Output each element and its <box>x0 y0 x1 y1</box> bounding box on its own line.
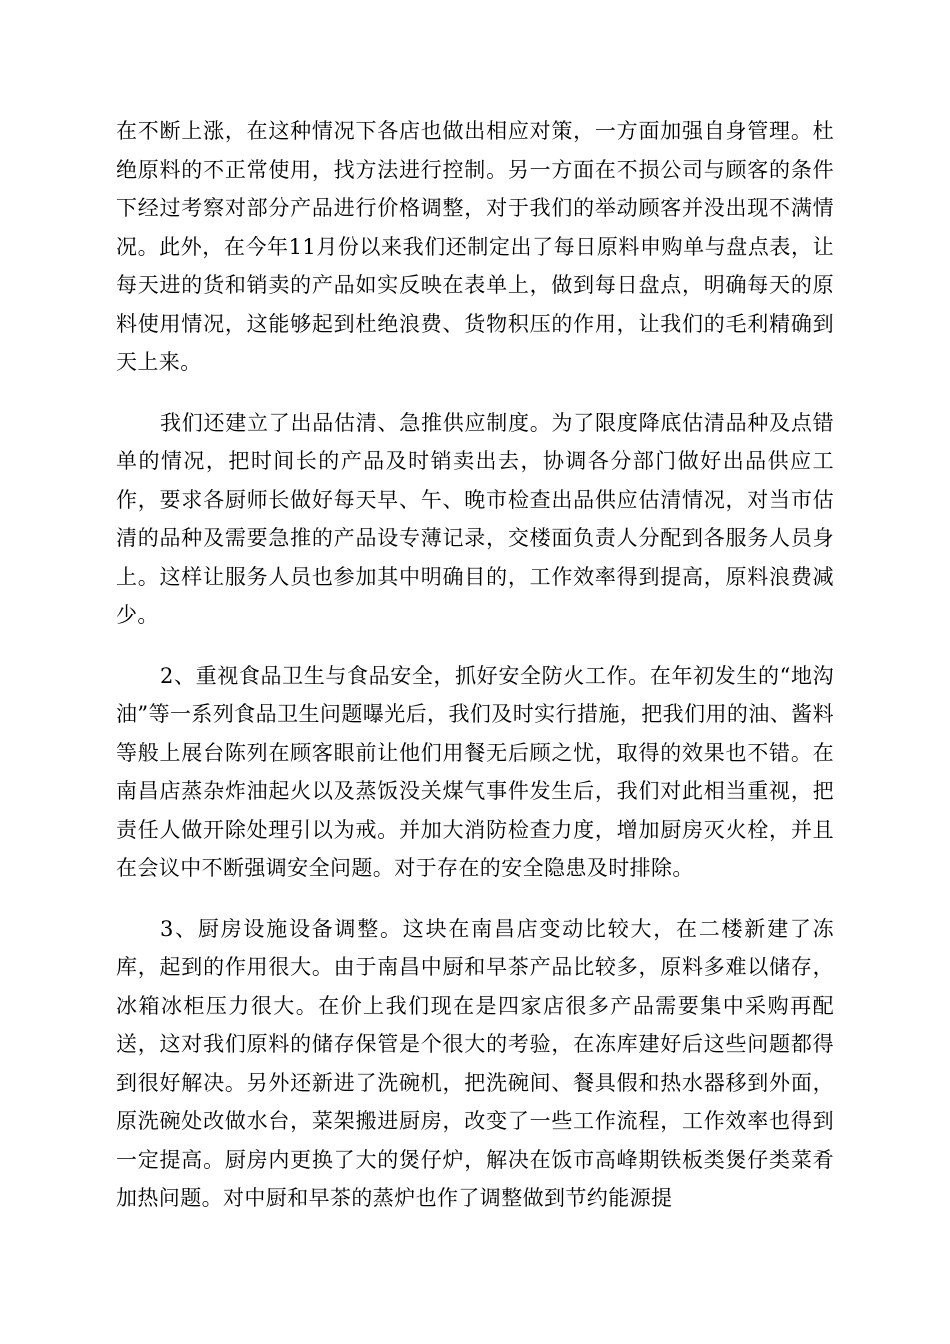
document-body <box>116 112 834 1240</box>
paragraph-2: 我们还建立了出品估清、急推供应制度。为了限度降底估清品种及点错单的情况，把时间长的产品及时销卖出去，协调各分部门做好出品供应工作，要求各厨师长做好每天早、午、晚市检查出品供应估清情况，对当市估清的品种及需要急推的产品设专薄记录，交楼面负责人分配到各服务人员身上。这样让服务人员也参加其中明确目的，工作效率得到提高，原料浪费减少。 <box>116 410 834 627</box>
paragraph-1: 在不断上涨，在这种情况下各店也做出相应对策，一方面加强自身管理。杜绝原料的不正常使用，找方法进行控制。另一方面在不损公司与顾客的条件下经过考察对部分产品进行价格调整，对于我们的举动顾客并没出现不满情况。此外，在今年11月份以来我们还制定出了每日原料申购单与盘点表，让每天进的货和销卖的产品如实反映在表单上，做到每日盘点，明确每天的原料使用情况，这能够起到杜绝浪费、货物积压的作用，让我们的毛利精确到天上来。 <box>116 119 834 374</box>
paragraph-3: 2、重视食品卫生与食品安全，抓好安全防火工作。在年初发生的“地沟油”等一系列食品卫生问题曝光后，我们及时实行措施，把我们用的油、酱料等般上展台陈列在顾客眼前让他们用餐无后顾之忧，取得的效果也不错。在南昌店蒸杂炸油起火以及蒸饭没关煤气事件发生后，我们对此相当重视，把责任人做开除处理引以为戒。并加大消防检查力度，增加厨房灭火栓，并且在会议中不断强调安全问题。对于存在的安全隐患及时排除。 <box>116 663 834 880</box>
paragraph-4: 3、厨房设施设备调整。这块在南昌店变动比较大，在二楼新建了冻库，起到的作用很大。由于南昌中厨和早茶产品比较多，原料多难以储存，冰箱冰柜压力很大。在价上我们现在是四家店很多产品需要集中采购再配送，这对我们原料的储存保管是个很大的考验，在冻库建好后这些问题都得到很好解决。另外还新进了洗碗机，把洗碗间、餐具假和热水器移到外面，原洗碗处改做水台，菜架搬进厨房，改变了一些工作流程，工作效率也得到一定提高。厨房内更换了大的煲仔炉，解决在饭市高峰期铁板类煲仔类菜肴加热问题。对中厨和早茶的蒸炉也作了调整做到节约能源提 <box>116 916 834 1210</box>
